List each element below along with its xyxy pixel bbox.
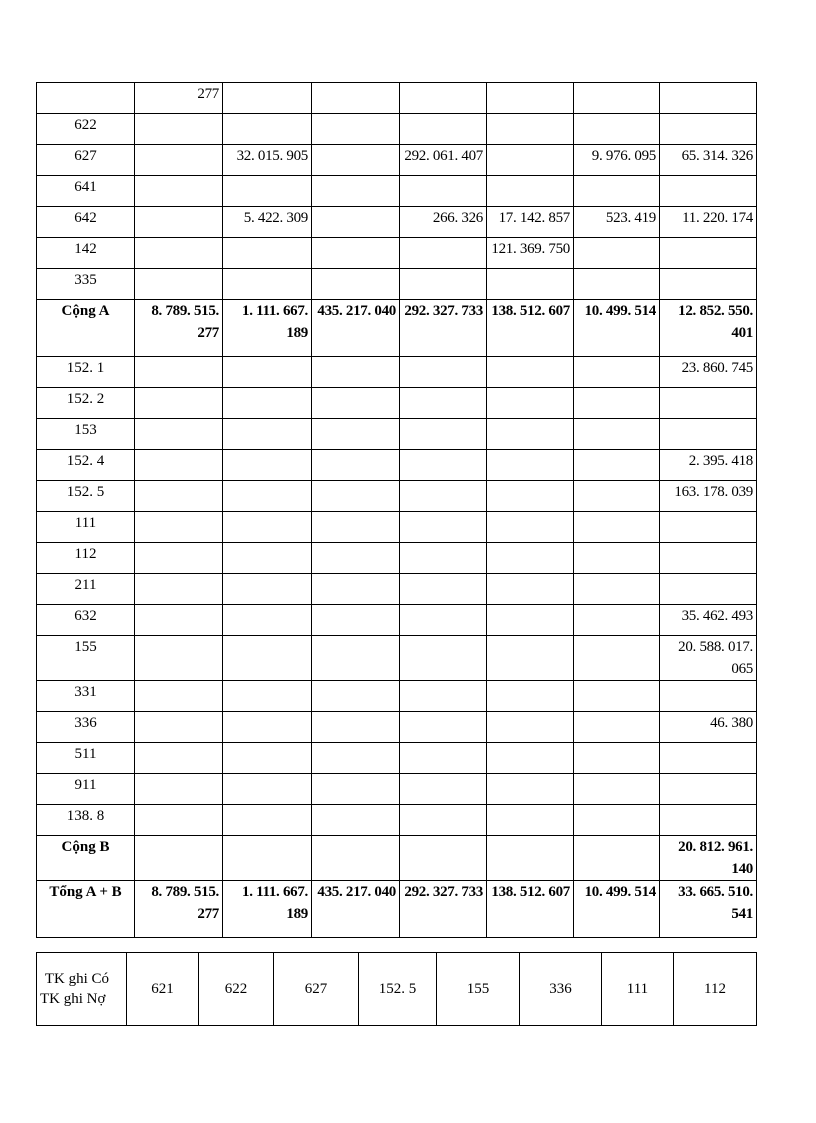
value-cell: [312, 269, 400, 300]
value-cell: [400, 481, 487, 512]
account-cell: 152. 2: [37, 388, 135, 419]
col-header: 621: [127, 953, 199, 1026]
value-cell: [135, 574, 223, 605]
value-cell: [487, 574, 574, 605]
table-row: [37, 83, 757, 114]
value-cell: [400, 712, 487, 743]
value-cell: [574, 543, 660, 574]
account-cell: 153: [37, 419, 135, 450]
table-row: [37, 605, 757, 636]
value-cell: [400, 805, 487, 836]
table-row: [37, 450, 757, 481]
value-cell: [487, 805, 574, 836]
table-row: [37, 300, 757, 357]
value-cell: [312, 357, 400, 388]
value-cell: [574, 681, 660, 712]
debit-account-label: TK ghi Nợ: [40, 991, 106, 1007]
value-cell: [574, 176, 660, 207]
table-row: [37, 238, 757, 269]
value-cell: [487, 419, 574, 450]
value-cell: [400, 114, 487, 145]
table-row: [37, 481, 757, 512]
value-cell: 2. 395. 418: [660, 450, 757, 481]
value-cell: [660, 681, 757, 712]
value-cell: [487, 636, 574, 681]
value-cell: 292. 327. 733: [400, 881, 487, 938]
value-cell: [660, 83, 757, 114]
value-cell: [487, 114, 574, 145]
value-cell: [135, 145, 223, 176]
value-cell: [312, 636, 400, 681]
value-cell: [400, 836, 487, 881]
table-row: [37, 176, 757, 207]
value-cell: [135, 681, 223, 712]
value-cell: 35. 462. 493: [660, 605, 757, 636]
value-cell: [487, 512, 574, 543]
value-cell: [223, 743, 312, 774]
value-cell: [135, 543, 223, 574]
value-cell: [400, 83, 487, 114]
value-cell: 46. 380: [660, 712, 757, 743]
value-cell: [223, 605, 312, 636]
value-cell: [223, 357, 312, 388]
value-cell: [574, 114, 660, 145]
col-header: 627: [274, 953, 359, 1026]
value-cell: [487, 836, 574, 881]
value-cell: [660, 743, 757, 774]
value-cell: [135, 176, 223, 207]
value-cell: [135, 481, 223, 512]
value-cell: 163. 178. 039: [660, 481, 757, 512]
table-row: [37, 543, 757, 574]
account-cell: 112: [37, 543, 135, 574]
value-cell: [574, 269, 660, 300]
value-cell: [135, 636, 223, 681]
value-cell: [400, 450, 487, 481]
value-cell: [487, 388, 574, 419]
header-row: [37, 953, 757, 1026]
col-header: 622: [199, 953, 274, 1026]
value-cell: [223, 450, 312, 481]
col-header: 336: [520, 953, 602, 1026]
value-cell: 5. 422. 309: [223, 207, 312, 238]
value-cell: [574, 636, 660, 681]
value-cell: [574, 388, 660, 419]
account-cell: Cộng B: [37, 836, 135, 881]
value-cell: [312, 481, 400, 512]
value-cell: [487, 543, 574, 574]
value-cell: [660, 805, 757, 836]
value-cell: [487, 481, 574, 512]
value-cell: 17. 142. 857: [487, 207, 574, 238]
value-cell: [400, 636, 487, 681]
account-cell: 511: [37, 743, 135, 774]
value-cell: [487, 357, 574, 388]
value-cell: [135, 114, 223, 145]
value-cell: [223, 114, 312, 145]
value-cell: 435. 217. 040: [312, 300, 400, 357]
value-cell: [223, 681, 312, 712]
value-cell: 32. 015. 905: [223, 145, 312, 176]
value-cell: [574, 712, 660, 743]
table-row: [37, 805, 757, 836]
debit-credit-header-table: [36, 952, 757, 1026]
value-cell: [400, 543, 487, 574]
table-row: [37, 269, 757, 300]
value-cell: [574, 836, 660, 881]
value-cell: [487, 712, 574, 743]
table-row: [37, 388, 757, 419]
value-cell: [400, 176, 487, 207]
value-cell: [574, 574, 660, 605]
table-row: [37, 636, 757, 681]
value-cell: [223, 712, 312, 743]
table-row: [37, 145, 757, 176]
value-cell: 20. 812. 961. 140: [660, 836, 757, 881]
value-cell: [660, 419, 757, 450]
value-cell: [574, 774, 660, 805]
value-cell: [660, 388, 757, 419]
value-cell: [135, 805, 223, 836]
value-cell: 9. 976. 095: [574, 145, 660, 176]
account-cell: Tổng A + B: [37, 881, 135, 938]
value-cell: 1. 111. 667. 189: [223, 881, 312, 938]
value-cell: [660, 176, 757, 207]
value-cell: [223, 83, 312, 114]
ledger-body: [37, 83, 757, 938]
value-cell: [400, 574, 487, 605]
value-cell: 11. 220. 174: [660, 207, 757, 238]
value-cell: [660, 543, 757, 574]
value-cell: 20. 588. 017. 065: [660, 636, 757, 681]
value-cell: [400, 681, 487, 712]
credit-account-label: TK ghi Có: [44, 971, 109, 987]
value-cell: [223, 574, 312, 605]
value-cell: [135, 357, 223, 388]
value-cell: [223, 388, 312, 419]
value-cell: [135, 269, 223, 300]
value-cell: 1. 111. 667. 189: [223, 300, 312, 357]
account-cell: 211: [37, 574, 135, 605]
value-cell: 8. 789. 515. 277: [135, 881, 223, 938]
value-cell: [223, 543, 312, 574]
value-cell: 292. 061. 407: [400, 145, 487, 176]
table-row: [37, 681, 757, 712]
value-cell: [660, 774, 757, 805]
value-cell: [400, 605, 487, 636]
value-cell: [312, 388, 400, 419]
table-row: [37, 512, 757, 543]
account-cell: [37, 83, 135, 114]
value-cell: [660, 238, 757, 269]
account-cell: 331: [37, 681, 135, 712]
table-row: [37, 419, 757, 450]
table-row: [37, 574, 757, 605]
col-header: 111: [602, 953, 674, 1026]
account-cell: 155: [37, 636, 135, 681]
value-cell: [312, 743, 400, 774]
account-cell: 152. 1: [37, 357, 135, 388]
value-cell: [312, 207, 400, 238]
value-cell: [312, 83, 400, 114]
account-cell: 632: [37, 605, 135, 636]
value-cell: [574, 743, 660, 774]
value-cell: [135, 605, 223, 636]
value-cell: [574, 805, 660, 836]
account-cell: 138. 8: [37, 805, 135, 836]
value-cell: [135, 774, 223, 805]
value-cell: [223, 481, 312, 512]
value-cell: [400, 238, 487, 269]
table-row: [37, 881, 757, 938]
account-cell: 622: [37, 114, 135, 145]
table-row: [37, 743, 757, 774]
table-row: [37, 207, 757, 238]
account-cell: 111: [37, 512, 135, 543]
value-cell: [312, 805, 400, 836]
value-cell: [312, 543, 400, 574]
value-cell: [400, 743, 487, 774]
value-cell: [223, 774, 312, 805]
value-cell: [223, 176, 312, 207]
value-cell: [400, 357, 487, 388]
value-cell: [574, 357, 660, 388]
col-header: 155: [437, 953, 520, 1026]
value-cell: [660, 574, 757, 605]
value-cell: [400, 774, 487, 805]
value-cell: [574, 512, 660, 543]
table-row: [37, 712, 757, 743]
value-cell: [487, 774, 574, 805]
value-cell: [223, 636, 312, 681]
value-cell: [135, 743, 223, 774]
value-cell: [223, 419, 312, 450]
value-cell: [312, 419, 400, 450]
value-cell: [223, 238, 312, 269]
value-cell: 292. 327. 733: [400, 300, 487, 357]
value-cell: [487, 743, 574, 774]
col-header: 112: [674, 953, 757, 1026]
account-cell: 152. 4: [37, 450, 135, 481]
value-cell: [487, 83, 574, 114]
account-cell: 911: [37, 774, 135, 805]
value-cell: [312, 712, 400, 743]
value-cell: [135, 388, 223, 419]
account-cell: 641: [37, 176, 135, 207]
value-cell: [312, 574, 400, 605]
account-cell: 152. 5: [37, 481, 135, 512]
table-row: [37, 357, 757, 388]
value-cell: 435. 217. 040: [312, 881, 400, 938]
value-cell: [312, 145, 400, 176]
value-cell: [223, 836, 312, 881]
value-cell: [312, 681, 400, 712]
value-cell: [660, 512, 757, 543]
value-cell: [135, 450, 223, 481]
account-cell: 335: [37, 269, 135, 300]
value-cell: [135, 238, 223, 269]
value-cell: [400, 269, 487, 300]
value-cell: [312, 512, 400, 543]
table-row: [37, 774, 757, 805]
value-cell: [487, 605, 574, 636]
value-cell: 266. 326: [400, 207, 487, 238]
corner-cell: [37, 953, 127, 1026]
value-cell: [660, 269, 757, 300]
value-cell: [487, 269, 574, 300]
value-cell: [487, 450, 574, 481]
value-cell: [135, 207, 223, 238]
value-cell: [223, 512, 312, 543]
value-cell: [312, 774, 400, 805]
value-cell: [487, 176, 574, 207]
value-cell: 12. 852. 550. 401: [660, 300, 757, 357]
value-cell: [574, 481, 660, 512]
account-cell: 142: [37, 238, 135, 269]
value-cell: [312, 605, 400, 636]
value-cell: 138. 512. 607: [487, 881, 574, 938]
value-cell: [487, 145, 574, 176]
value-cell: [312, 238, 400, 269]
value-cell: [223, 269, 312, 300]
value-cell: [400, 419, 487, 450]
account-cell: 642: [37, 207, 135, 238]
value-cell: [135, 712, 223, 743]
value-cell: 10. 499. 514: [574, 881, 660, 938]
col-header: 152. 5: [359, 953, 437, 1026]
value-cell: 65. 314. 326: [660, 145, 757, 176]
table-row: [37, 114, 757, 145]
value-cell: [400, 388, 487, 419]
table-row: [37, 836, 757, 881]
value-cell: [660, 114, 757, 145]
value-cell: [400, 512, 487, 543]
value-cell: [223, 805, 312, 836]
value-cell: [574, 419, 660, 450]
account-cell: 627: [37, 145, 135, 176]
value-cell: 8. 789. 515. 277: [135, 300, 223, 357]
account-cell: Cộng A: [37, 300, 135, 357]
value-cell: [312, 114, 400, 145]
value-cell: [312, 836, 400, 881]
value-cell: [574, 605, 660, 636]
value-cell: 23. 860. 745: [660, 357, 757, 388]
value-cell: [135, 836, 223, 881]
value-cell: [574, 238, 660, 269]
value-cell: 10. 499. 514: [574, 300, 660, 357]
value-cell: 277: [135, 83, 223, 114]
value-cell: 33. 665. 510. 541: [660, 881, 757, 938]
value-cell: [574, 83, 660, 114]
value-cell: 121. 369. 750: [487, 238, 574, 269]
value-cell: [135, 419, 223, 450]
ledger-table: [36, 82, 757, 938]
value-cell: 523. 419: [574, 207, 660, 238]
value-cell: [574, 450, 660, 481]
value-cell: [312, 176, 400, 207]
value-cell: [312, 450, 400, 481]
account-cell: 336: [37, 712, 135, 743]
value-cell: [487, 681, 574, 712]
value-cell: [135, 512, 223, 543]
value-cell: 138. 512. 607: [487, 300, 574, 357]
